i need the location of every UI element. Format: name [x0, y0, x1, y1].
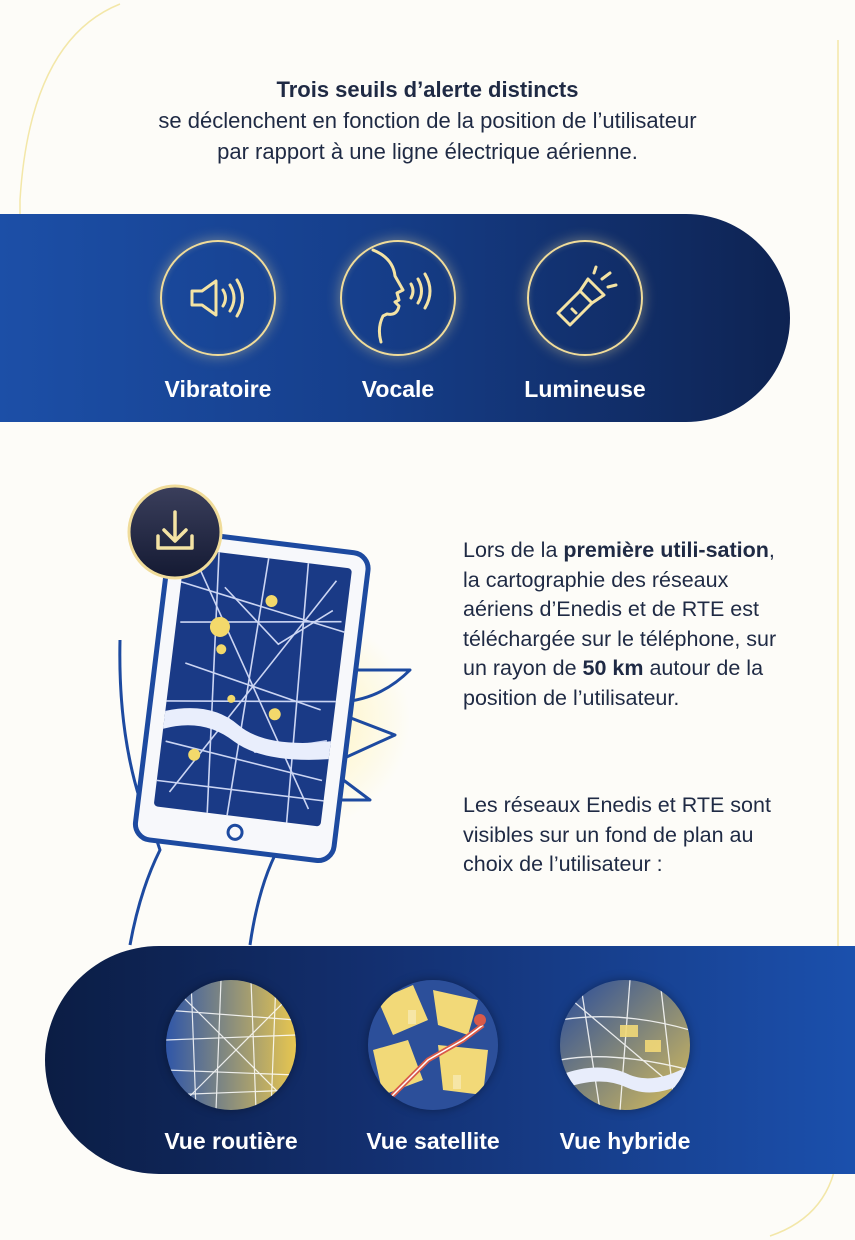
speaking-face-icon	[353, 246, 443, 350]
alert-label: Vocale	[361, 376, 435, 402]
satellite-map-thumbnail	[368, 980, 498, 1110]
view-routiere	[136, 980, 326, 1155]
view-satellite	[338, 980, 528, 1155]
intro-line: se déclenchent en fonction de la position de l’utilisateur	[158, 108, 697, 133]
desc-text: Lors de la	[463, 538, 564, 562]
desc-text: , la cartographie des réseaux aériens d’Enedis et de RTE est téléchargée sur le téléphone, sur un rayon de	[463, 538, 777, 680]
view-label: Vue satellite	[366, 1128, 500, 1154]
alert-vibratoire	[138, 240, 298, 403]
desc-bold-distance: 50 km	[582, 656, 644, 680]
view-label: Vue routière	[164, 1128, 298, 1154]
road-map-thumbnail	[166, 980, 296, 1110]
flashlight-icon	[550, 263, 620, 333]
intro-line: par rapport à une ligne électrique aérienne.	[217, 139, 638, 164]
alert-circle	[340, 240, 456, 356]
intro-title: Trois seuils d’alerte distincts	[276, 77, 579, 102]
description-first-use	[463, 536, 793, 713]
alert-vocale	[318, 240, 478, 403]
hybrid-map-thumbnail	[560, 980, 690, 1110]
desc-bold: première utili-sation	[563, 538, 769, 562]
alert-label: Vibratoire	[164, 376, 272, 402]
alert-label: Lumineuse	[524, 376, 646, 402]
phone-map-illustration	[0, 470, 430, 950]
alert-circle	[160, 240, 276, 356]
speaker-vibration-icon	[186, 273, 250, 323]
desc-text: autour de la position de l’utilisateur.	[463, 656, 764, 710]
alert-circle	[527, 240, 643, 356]
intro-text	[0, 74, 855, 167]
alert-lumineuse	[505, 240, 665, 403]
view-label: Vue hybride	[559, 1128, 691, 1154]
view-hybride	[530, 980, 720, 1155]
description-networks: Les réseaux Enedis et RTE sont visibles sur un fond de plan au choix de l’utilisateur :	[463, 793, 771, 876]
